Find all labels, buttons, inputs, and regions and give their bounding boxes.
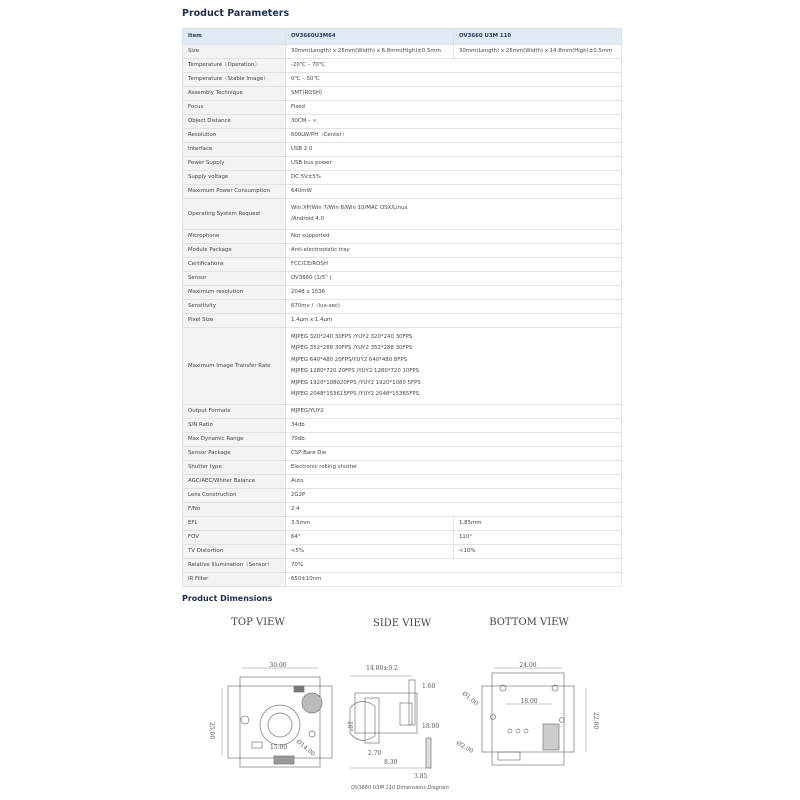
row-label: Interface (183, 143, 286, 157)
table-row (183, 185, 622, 199)
table-row (183, 129, 622, 143)
row-value: 670mv /（lux-sec) (286, 300, 622, 314)
header-col2: OV3660 U3M 110 (454, 29, 622, 45)
top-height-dim: 25.00 (208, 722, 215, 740)
table-row (183, 272, 622, 286)
table-row (183, 171, 622, 185)
row-value: 640mW (286, 185, 622, 199)
side-depth-dim: 14.80±0.2 (366, 665, 398, 672)
table-row (183, 545, 622, 559)
bottom-height-dim: 22.00 (592, 712, 599, 730)
row-value: <5% (286, 545, 454, 559)
table-row (183, 433, 622, 447)
table-row (183, 559, 622, 573)
side-view-label: SIDE VIEW (372, 618, 432, 629)
row-label: IR Filter (183, 573, 286, 587)
row-value: MJPEG/YUY2 (286, 405, 622, 419)
table-row (183, 87, 622, 101)
table-row (183, 244, 622, 258)
dimensions-diagram (200, 608, 620, 798)
table-row (183, 157, 622, 171)
top-width-dim: 30.00 (269, 662, 287, 669)
row-label: Sensor (183, 272, 286, 286)
row-value-line: MJPEG 1280*720 20FPS /YUY2 1280*720 10FPS (291, 368, 420, 374)
row-value: 2G2P (286, 489, 622, 503)
table-row (183, 419, 622, 433)
row-label: Maximum Power Consumption (183, 185, 286, 199)
top-hole-dim: Ø14.00 (294, 738, 317, 758)
table-row (183, 143, 622, 157)
top-view-label: TOP VIEW (231, 617, 285, 628)
row-value: Not supported (286, 230, 622, 244)
table-row (183, 115, 622, 129)
row-label: Operating System Request (183, 199, 286, 230)
row-label: Microphone (183, 230, 286, 244)
row-value: 3.5mm (286, 517, 454, 531)
row-value: -20℃ – 70℃ (286, 59, 622, 73)
side-d2-dim: 10° (346, 721, 353, 732)
row-value: 650±10nm (286, 573, 622, 587)
row-value-line: MJPEG 2048*153615FPS /YUY2 2048*15365FPS (291, 391, 420, 397)
row-label: Module Package (183, 244, 286, 258)
row-label: Maximum resolution (183, 286, 286, 300)
row-value: 1.85mm (454, 517, 622, 531)
table-row (183, 258, 622, 272)
row-label: TV Distortion (183, 545, 286, 559)
table-row (183, 328, 622, 405)
bottom-view-label: BOTTOM VIEW (489, 617, 569, 628)
row-label: Sensor Package (183, 447, 286, 461)
row-label: S/N Ratio (183, 419, 286, 433)
table-header-row (183, 29, 622, 45)
row-value: FCC/CE/ROSH (286, 258, 622, 272)
row-value: 30mm(Length) x 25mm(Width) x 14.8mm(High)±0.5mm (454, 45, 622, 59)
row-label: Sensitivity (183, 300, 286, 314)
row-value: 2.4 (286, 503, 622, 517)
row-value: 70% (286, 559, 622, 573)
table-row (183, 405, 622, 419)
table-row (183, 286, 622, 300)
table-row (183, 461, 622, 475)
top-lens-dim: 15.00 (270, 744, 288, 751)
row-label: F/No (183, 503, 286, 517)
row-value-line: MJPEG 1920*108020FPS /YUY2 1920*1080 5FPS (291, 379, 421, 386)
row-label: Focus (183, 101, 286, 115)
table-row (183, 475, 622, 489)
row-label: EFL (183, 517, 286, 531)
row-value: 110° (454, 531, 622, 545)
row-value: CSP,Bare Die (286, 447, 622, 461)
row-value: USB bus power (286, 157, 622, 171)
row-label: Shutter type (183, 461, 286, 475)
side-d3-dim: 18.00 (422, 723, 440, 730)
row-value (286, 199, 622, 230)
table-row (183, 230, 622, 244)
bottom-inner-dim: 18.00 (520, 698, 538, 705)
row-label: Resolution (183, 129, 286, 143)
row-value: USB 2.0 (286, 143, 622, 157)
side-d4-dim: 2.70 (368, 750, 382, 757)
row-value: DC 5V±5% (286, 171, 622, 185)
side-view (350, 676, 431, 768)
row-value: 2048 x 1536 (286, 286, 622, 300)
row-label: Object Distance (183, 115, 286, 129)
row-label: Maximum Image Transfer Rate (183, 328, 286, 405)
row-label: AGC/AEC/Whiter Balance (183, 475, 286, 489)
row-value-line: MJPEG 352*288 30FPS /YUY2 352*288 30FPS (291, 345, 413, 351)
bottom-width-dim: 24.00 (519, 662, 537, 669)
row-value: Electronic rolling shutter (286, 461, 622, 475)
row-value: Anti-electrostatic tray (286, 244, 622, 258)
diagram-caption: OV3660 U3M 110 Dimensions Diagram (351, 785, 449, 791)
row-label: Relative Illumination（Sensor） (183, 559, 286, 573)
row-label: Certifications (183, 258, 286, 272)
table-row (183, 73, 622, 87)
page-title: Product Parameters (182, 8, 290, 19)
row-value-line: MJPEG 320*240 30FPS /YUY2 320*240 30FPS (291, 333, 413, 340)
row-value: SMT(ROSH) (286, 87, 622, 101)
row-label: Pixel Size (183, 314, 286, 328)
bottom-hole1-dim: Ø1.00 (460, 690, 480, 708)
side-d1-dim: 1.60 (422, 683, 436, 690)
row-label: Size (183, 45, 286, 59)
row-value-line: Win XP/Win 7/Win 8/Win 10/MAC OSX/Linux (291, 204, 408, 211)
table-row (183, 59, 622, 73)
bottom-hole2-dim: Ø2.00 (455, 739, 475, 755)
row-label: Output Formats (183, 405, 286, 419)
header-item: Item (183, 29, 286, 45)
row-label: Assembly Technique (183, 87, 286, 101)
row-label: Max Dynamic Range (183, 433, 286, 447)
row-value-line: MJPEG 640*480 20FPS/YUY2 640*480 8FPS (291, 356, 408, 363)
row-value: 30CM – ∞ (286, 115, 622, 129)
table-row (183, 45, 622, 59)
row-label: FOV (183, 531, 286, 545)
table-row (183, 517, 622, 531)
side-d5-dim: 8.30 (384, 759, 398, 766)
row-value: Fixed (286, 101, 622, 115)
header-col1: OV3660U3M64 (286, 29, 454, 45)
table-row (183, 300, 622, 314)
row-value: 30mm(Length) x 25mm(Width) x 6.8mm(High)±0.5mm (286, 45, 454, 59)
table-row (183, 489, 622, 503)
table-row (183, 531, 622, 545)
row-value: 64° (286, 531, 454, 545)
row-value: 600LW/PH（Center） (286, 129, 622, 143)
table-row (183, 447, 622, 461)
row-value: <10% (454, 545, 622, 559)
parameters-table (182, 28, 622, 587)
row-value-line: /Android 4.0 (291, 216, 324, 222)
row-label: Supply voltage (183, 171, 286, 185)
side-d6-dim: 3.85 (414, 773, 428, 780)
row-value: 0℃ – 50℃ (286, 73, 622, 87)
row-value: 34db (286, 419, 622, 433)
row-value: Auto (286, 475, 622, 489)
row-value: 1.4μm x 1.4μm (286, 314, 622, 328)
row-label: Temperature（Stable Image） (183, 73, 286, 87)
table-row (183, 314, 622, 328)
table-row (183, 101, 622, 115)
row-value: OV3660 (1/5” ) (286, 272, 622, 286)
bottom-view (482, 668, 586, 765)
table-row (183, 503, 622, 517)
table-row (183, 199, 622, 230)
row-label: Power Supply (183, 157, 286, 171)
row-label: Temperature（Operation） (183, 59, 286, 73)
row-label: Lens Construction (183, 489, 286, 503)
dimensions-title: Product Dimensions (182, 594, 273, 603)
row-value: 70db (286, 433, 622, 447)
row-value (286, 328, 622, 405)
table-row (183, 573, 622, 587)
